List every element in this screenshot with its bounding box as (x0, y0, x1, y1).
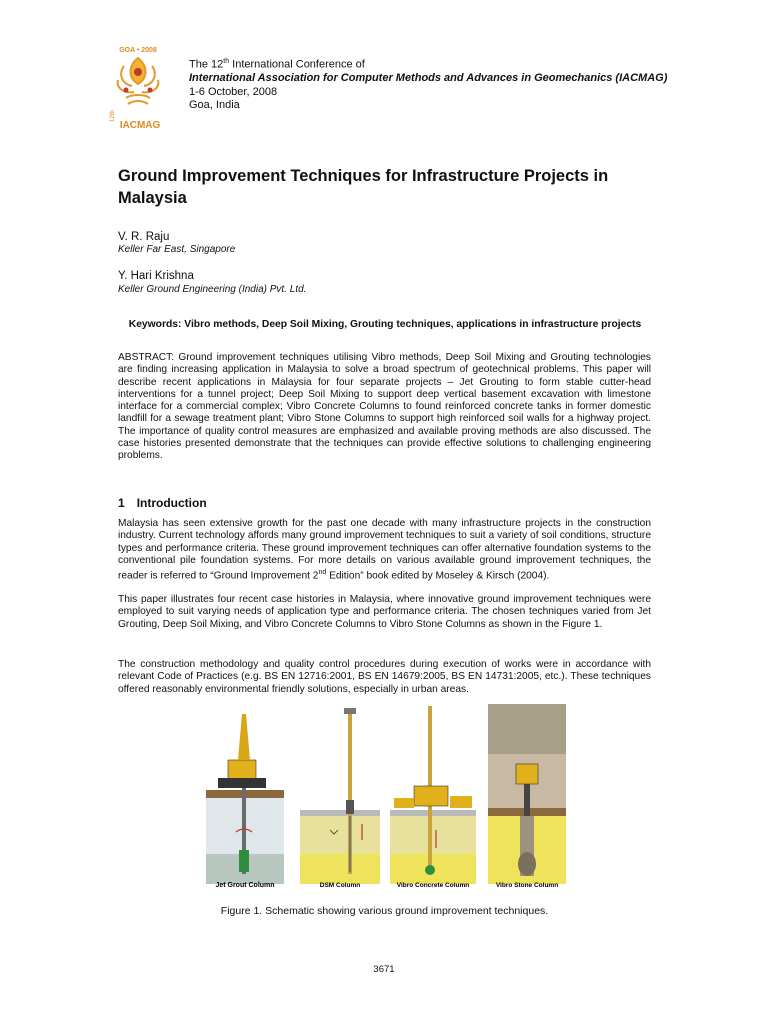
intro-paragraph-1: Malaysia has seen extensive growth for the past one decade with many infrastructure projects in the construction industry. Current technology affords many ground improvement techniques to suit a variety of soil conditions, structure types and performance criteria. These ground improvement techniques can offer alternative foundation systems to the conventional pile foundation systems. For more details on various available ground improvement techniques, the reader is referred to “Ground Improvement 2nd Edition” book edited by Moseley & Kirsch (2004). (118, 518, 651, 582)
page-number: 3671 (373, 964, 395, 975)
affiliation-1: Keller Far East, Singapore (118, 244, 236, 255)
intro-paragraph-2: This paper illustrates four recent case histories in Malaysia, where innovative ground improvement techniques were employed to suit varying needs of application type and performance criteria. The chosen techniques varied from Jet Grouting, Deep Soil Mixing, and Vibro Concrete Columns to Vibro Stone Columns as shown in the Figure 1. (118, 594, 651, 630)
vibro-stone-column-diagram (488, 704, 566, 888)
figure-label-2: DSM Column (319, 882, 361, 888)
abstract: ABSTRACT: Ground improvement techniques utilising Vibro methods, Deep Soil Mixing and Grouting technologies are finding increasing application in Malaysia to solve a broad spectrum of geotechnical problems. This paper will describe recent applications in Malaysia for four separate projects – Jet Grouting to form stable cutter-head interventions for a tunnel project; Deep Soil Mixing to support deep vertical basement excavation with limestone interface for a commercial complex; Vibro Concrete Columns to found reinforced concrete tanks in former domestic landfill for a sewage treatment plant; Vibro Stone Columns to support high reinforced soil walls for a highway project. The importance of quality control measures are emphasized and available proving methods are also discussed. The case histories presented demonstrate that the techniques can provide effective solutions to challenging engineering problems. (118, 352, 651, 462)
figure-1 (206, 704, 566, 894)
figure-label-4: Vibro Stone Column (495, 882, 559, 888)
conference-info (189, 55, 667, 113)
author-2: Y. Hari Krishna (118, 270, 194, 282)
intro-paragraph-3: The construction methodology and quality control procedures during execution of works were in accordance with relevant Code of Practices (e.g. BS EN 12716:2001, BS EN 14679:2005, BS EN 14731:2005, etc.). These techniques offered reasonably environmental friendly solutions, especially in urban areas. (118, 659, 651, 695)
figure-label-1: Jet Grout Column (215, 882, 275, 888)
keywords: Keywords: Vibro methods, Deep Soil Mixing, Grouting techniques, applications in infrastructure projects (128, 319, 642, 330)
paper-title: Ground Improvement Techniques for Infrastructure Projects in Malaysia (118, 167, 609, 207)
logo-text-bottom: IACMAG (119, 120, 161, 131)
affiliation-2: Keller Ground Engineering (India) Pvt. Ltd. (118, 284, 307, 295)
jet-grout-column-diagram (206, 704, 284, 888)
author-1: V. R. Raju (118, 231, 170, 243)
iacmag-logo-icon (106, 40, 170, 136)
logo-text-top: GOA • 2008 (119, 47, 157, 54)
dsm-column-diagram (300, 704, 380, 888)
conference-name: International Association for Computer Methods and Advances in Geomechanics (IACMAG) (189, 72, 668, 85)
logo-text-side: 12th (110, 110, 116, 122)
figure-label-3: Vibro Concrete Column (396, 882, 470, 888)
figure-caption: Figure 1. Schematic showing various ground improvement techniques. (220, 905, 549, 917)
vibro-concrete-column-diagram (390, 704, 476, 888)
section-heading-introduction (118, 496, 219, 510)
conference-dates: 1-6 October, 2008 (189, 85, 278, 98)
conference-line-1: The 12th International Conference of (189, 58, 365, 71)
conference-location: Goa, India (189, 99, 240, 112)
section-title: Introduction (136, 496, 207, 510)
section-number: 1 (118, 496, 125, 510)
